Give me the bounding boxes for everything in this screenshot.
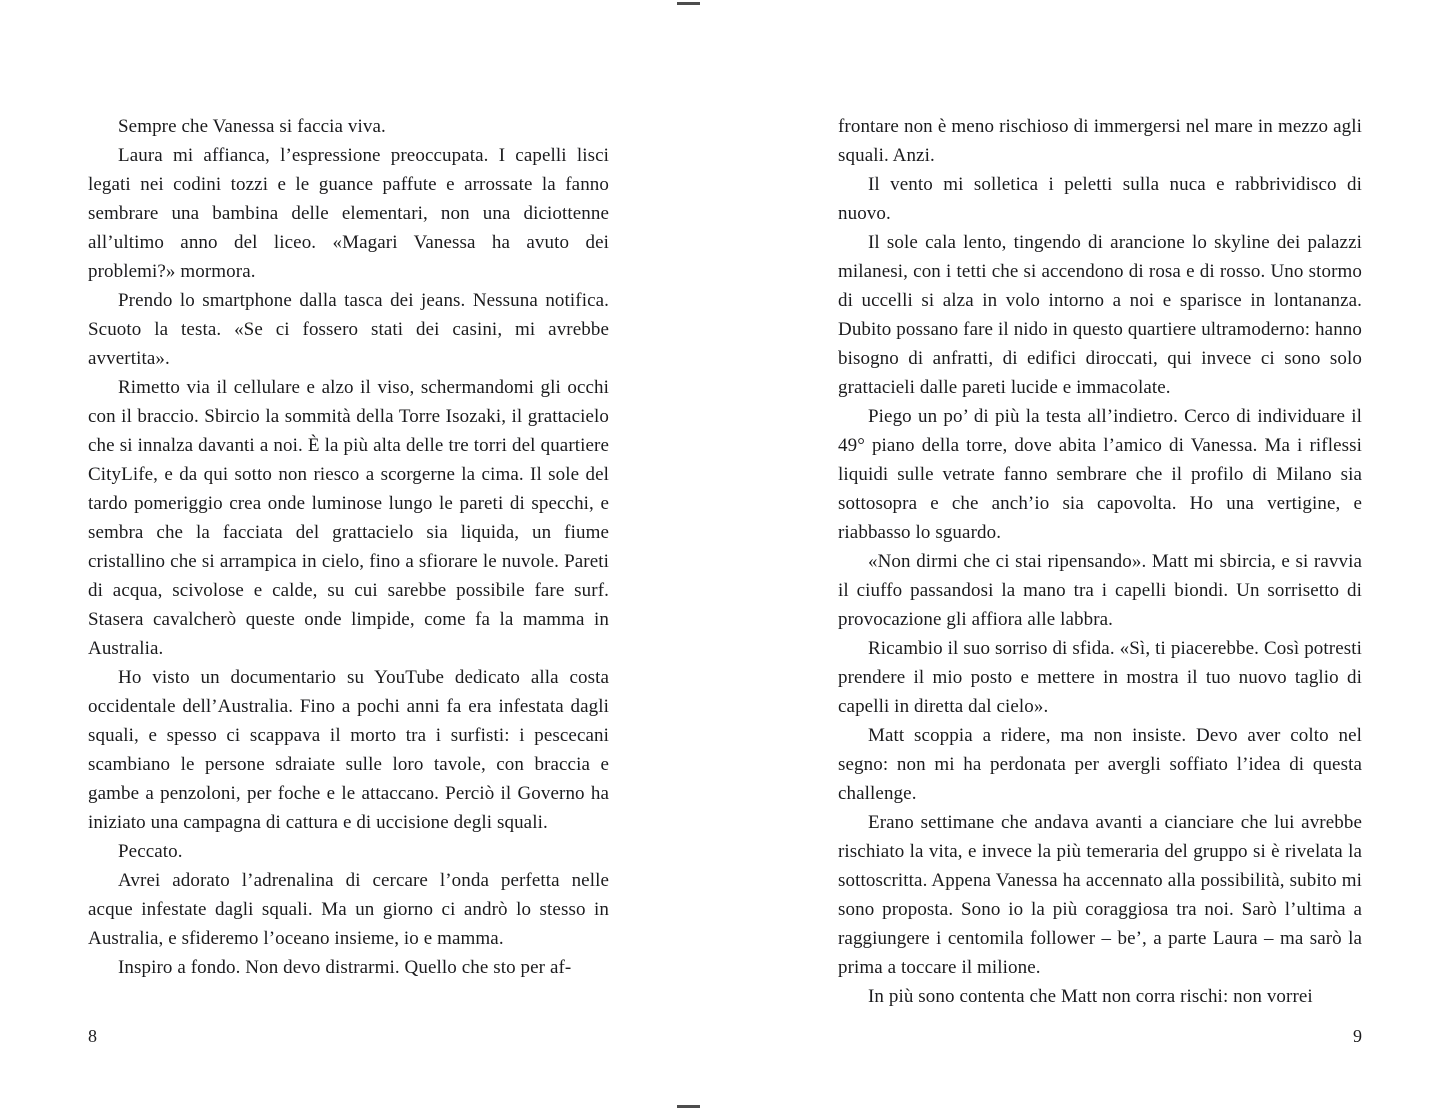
paragraph: frontare non è meno rischioso di immergersi nel mare in mezzo agli squali. Anzi. xyxy=(838,116,1362,166)
paragraph: Avrei adorato l’adrenalina di cercare l’onda perfetta nelle acque infestate dagli squali. Ma un giorno ci andrò lo stesso in Australia, e sfideremo l’oceano insieme, io e mamma. xyxy=(88,870,609,949)
fold-mark-top-icon xyxy=(677,2,700,5)
paragraph: Inspiro a fondo. Non devo distrarmi. Quello che sto per af- xyxy=(118,957,572,978)
paragraph: Laura mi affianca, l’espressione preoccupata. I capelli lisci legati nei codini tozzi e le guance paffute e arrossate la fanno sembrare una bambina delle elementari, non una diciottenne all’ultimo anno del liceo. «Magari Vanessa ha avuto dei problemi?» mormora. xyxy=(88,145,609,282)
paragraph: In più sono contenta che Matt non corra rischi: non vorrei xyxy=(868,986,1313,1007)
paragraph: Matt scoppia a ridere, ma non insiste. Devo aver colto nel segno: non mi ha perdonata per avergli soffiato l’idea di questa challenge. xyxy=(838,725,1362,804)
fold-mark-bottom-icon xyxy=(677,1105,700,1108)
page-left-text-column xyxy=(88,112,609,982)
paragraph: «Non dirmi che ci stai ripensando». Matt mi sbircia, e si ravvia il ciuffo passandosi la mano tra i capelli biondi. Un sorrisetto di provocazione gli affiora alle labbra. xyxy=(838,551,1362,630)
page-number-left: 8 xyxy=(88,1026,97,1046)
paragraph: Prendo lo smartphone dalla tasca dei jeans. Nessuna notifica. Scuoto la testa. «Se ci fossero stati dei casini, mi avrebbe avvertita». xyxy=(88,290,609,369)
paragraph: Piego un po’ di più la testa all’indietro. Cerco di individuare il 49° piano della torre, dove abita l’amico di Vanessa. Ma i riflessi liquidi sulle vetrate fanno sembrare che il profilo di Milano sia sottosopra e che anch’io sia capovolta. Ho una vertigine, e riabbasso lo sguardo. xyxy=(838,406,1362,543)
page-right-text-column xyxy=(838,112,1362,1011)
paragraph: Ho visto un documentario su YouTube dedicato alla costa occidentale dell’Australia. Fino a pochi anni fa era infestata dagli squali, e spesso ci scappava il morto tra i surfisti: i pescecani scambiano le persone sdraiate sulle loro tavole, con braccia e gambe a penzoloni, per foche e le attaccano. Perciò il Governo ha iniziato una campagna di cattura e di uccisione degli squali. xyxy=(88,667,609,833)
paragraph: Il vento mi solletica i peletti sulla nuca e rabbrividisco di nuovo. xyxy=(838,174,1362,224)
paragraph: Rimetto via il cellulare e alzo il viso, schermandomi gli occhi con il braccio. Sbircio la sommità della Torre Isozaki, il grattacielo che si innalza davanti a noi. È la più alta delle tre torri del quartiere CityLife, e da qui sotto non riesco a scorgerne la cima. Il sole del tardo pomeriggio crea onde luminose lungo le pareti di specchi, e sembra che la facciata del grattacielo sia liquida, un fiume cristallino che si arrampica in cielo, fino a sfiorare le nuvole. Pareti di acqua, scivolose e calde, su cui sarebbe possibile fare surf. Stasera cavalcherò queste onde limpide, come fa la mamma in Australia. xyxy=(88,377,609,659)
paragraph: Erano settimane che andava avanti a cianciare che lui avrebbe rischiato la vita, e invece la più temeraria del gruppo si è rivelata la sottoscritta. Appena Vanessa ha accennato alla possibilità, subito mi sono proposta. Sono io la più coraggiosa tra noi. Sarò l’ultima a raggiungere i centomila follower – be’, a parte Laura – ma sarò la prima a toccare il milione. xyxy=(838,812,1362,978)
paragraph: Il sole cala lento, tingendo di arancione lo skyline dei palazzi milanesi, con i tetti che si accendono di rosa e di rosso. Uno stormo di uccelli si alza in volo intorno a noi e sparisce in lontananza. Dubito possano fare il nido in questo quartiere ultramoderno: hanno bisogno di anfratti, di edifici diroccati, qui invece ci sono solo grattacieli dalle pareti lucide e immacolate. xyxy=(838,232,1362,398)
paragraph: Sempre che Vanessa si faccia viva. xyxy=(118,116,386,137)
paragraph: Ricambio il suo sorriso di sfida. «Sì, ti piacerebbe. Così potresti prendere il mio posto e mettere in mostra il tuo nuovo taglio di capelli in diretta dal cielo». xyxy=(838,638,1362,717)
page-number-right: 9 xyxy=(1353,1026,1362,1046)
paragraph: Peccato. xyxy=(118,841,183,862)
